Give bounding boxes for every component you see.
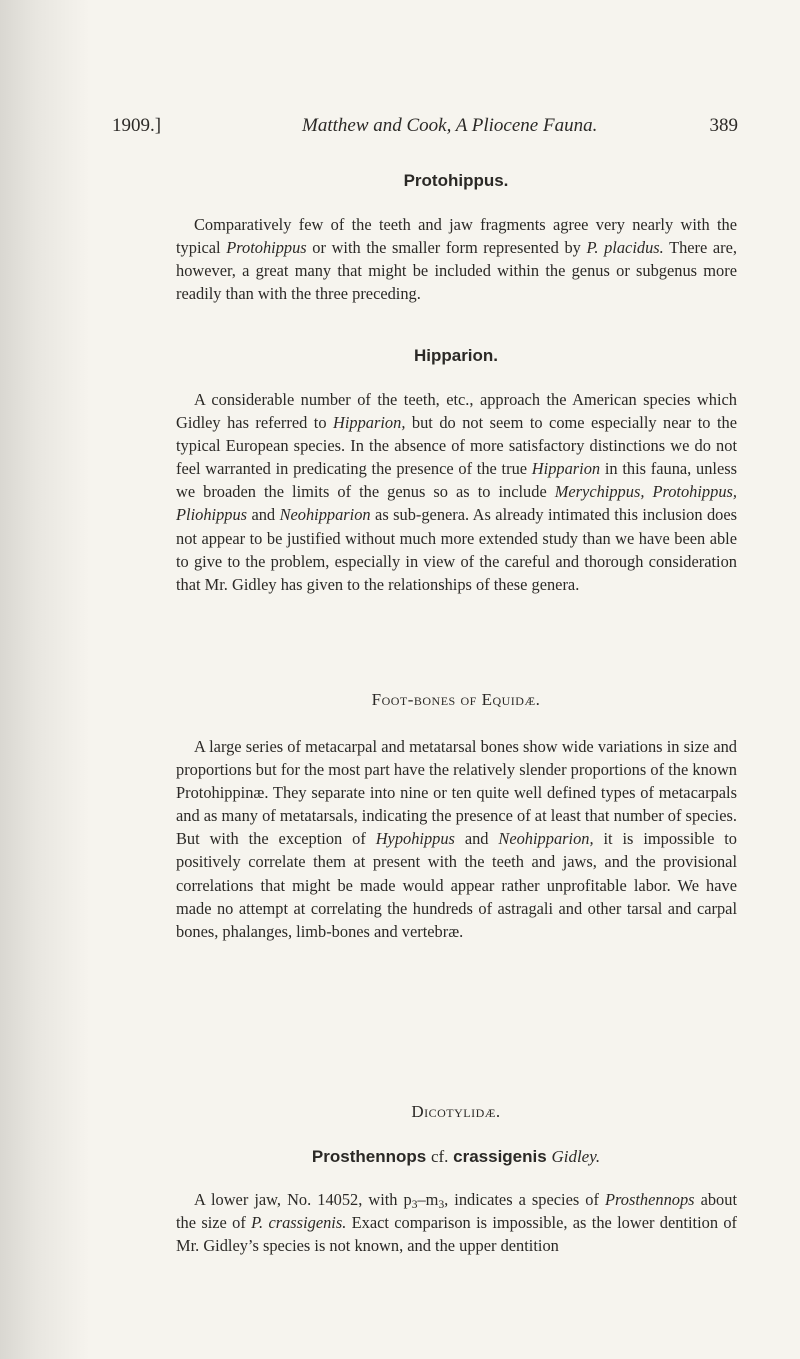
running-head [112, 114, 738, 138]
heading-prosthennops: Prosthennops cf. crassigenis Gidley. [311, 1147, 601, 1166]
running-head-title: Matthew and Cook, A Pliocene Fauna. [302, 115, 598, 136]
running-head-year: 1909.] [112, 115, 162, 136]
paragraph-foot-bones: A large series of metacarpal and metatarsal bones show wide variations in size and proportions but for the most part have the relatively slender proportions of the known Protohippinæ. They separate into nine or ten quite well defined types of metacarpals and as many of metatarsals, indicating the presence of at least that number of species. But with the exception of Hypohippus and Neohipparion, it is impossible to positively correlate them at present with the teeth and jaws, and the provisional correlations that might be made would appear rather unprofitable labor. We have made no attempt at correlating the hundreds of astragali and other tarsal and carpal bones, phalanges, limb-bones and vertebræ. [176, 737, 737, 941]
page-number: 389 [709, 115, 738, 136]
heading-hipparion: Hipparion. [413, 346, 499, 365]
heading-foot-bones: Foot-bones of Equidæ. [371, 690, 541, 709]
heading-protohippus: Protohippus. [403, 171, 509, 190]
heading-dicotylidae: Dicotylidæ. [411, 1102, 501, 1121]
paragraph-protohippus: Comparatively few of the teeth and jaw fragments agree very nearly with the typical Protohippus or with the smaller form represented by P. placidus. There are, however, a great many that might be included within the genus or subgenus more readily than with the three preceding. [176, 215, 738, 304]
paragraph-hipparion: A considerable number of the teeth, etc., approach the American species which Gidley has referred to Hipparion, but do not seem to come especially near to the typical European species. In the absence of more satisfactory distinctions we do not feel warranted in predicating the presence of the true Hipparion in this fauna, unless we broaden the limits of the genus so as to include Merychippus, Protohippus, Pliohippus and Neohipparion as sub-genera. As already intimated this inclusion does not appear to be justified without much more extended study than we have been able to give to the problem, especially in view of the careful and thorough consideration that Mr. Gidley has given to the relationships of these genera. [176, 390, 738, 594]
paragraph-prosthennops: A lower jaw, No. 14052, with $p_3-m_3$, indicates a species of Prosthennops about the size of P. crassigenis. Exact comparison is impossible, as the lower dentition of Mr. Gidley’s species is not known, and the upper dentition [176, 1190, 738, 1256]
